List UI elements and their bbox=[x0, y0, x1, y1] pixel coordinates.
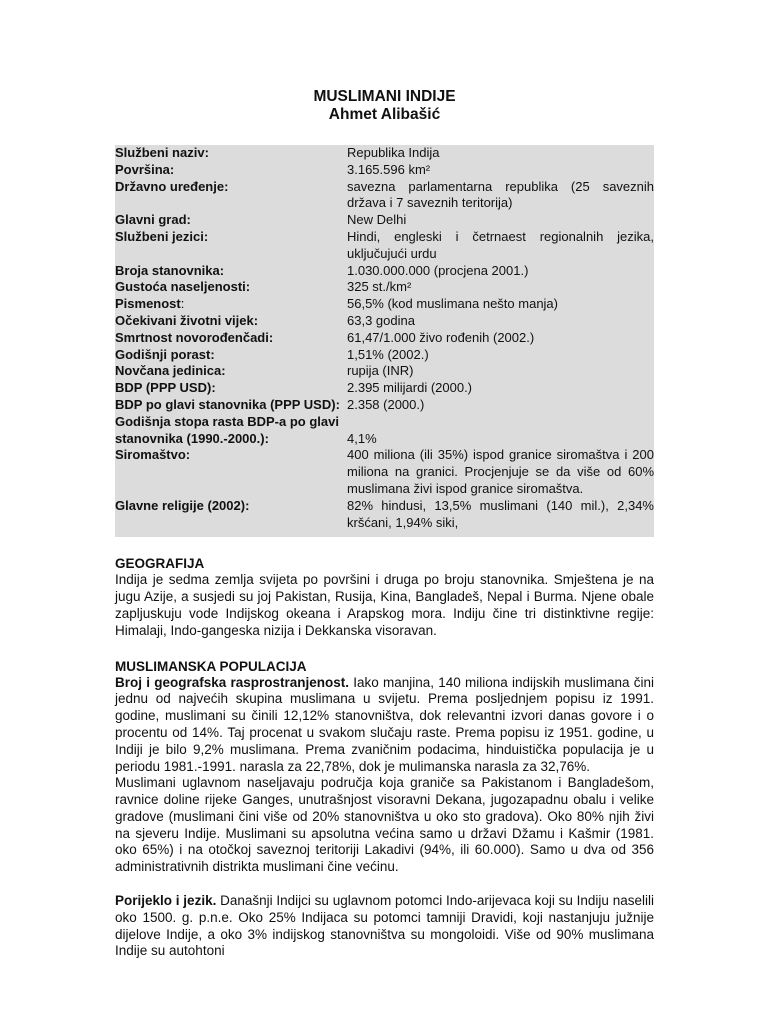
fact-row bbox=[115, 263, 654, 280]
section-heading-geografija: GEOGRAFIJA bbox=[115, 556, 205, 572]
fact-value: 2.358 (2000.) bbox=[347, 396, 425, 412]
document-page bbox=[115, 88, 654, 960]
fact-key: Površina: bbox=[115, 161, 175, 177]
fact-row bbox=[115, 279, 654, 296]
country-facts-table bbox=[115, 145, 654, 537]
fact-key-suffix: : bbox=[180, 296, 185, 312]
fact-value: 325 st./km² bbox=[347, 279, 412, 295]
populacija-paragraph-1 bbox=[115, 675, 654, 776]
fact-value: 400 miliona (ili 35%) ispod granice siromaštva i 200 miliona na granici. Procjenjuje se da više od 60% muslimana živi ispod granice siromaštva. bbox=[347, 447, 654, 496]
fact-row bbox=[115, 380, 654, 397]
fact-key: Gustoća naseljenosti: bbox=[115, 279, 251, 295]
fact-row bbox=[115, 179, 654, 213]
paragraph-text: Iako manjina, 140 miliona indijskih muslimana čini jednu od najvećih skupina muslimana u svijetu. Prema posljednjem popisu iz 1991. godine, muslimani su činili 12,12% stanovništva, dok relevantni izvori danas govore i o procentu od 14%. Taj procenat u svakom slučaju raste. Prema popisu iz 1951. godine, u Indiji je bilo 9,2% muslimana. Prema zvaničnim podacima, hinduistička populacija je u periodu 1981.-1991. narasla za 22,78%, dok je mulimanska narasla za 32,76%. bbox=[115, 674, 654, 774]
fact-row bbox=[115, 330, 654, 347]
fact-row bbox=[115, 162, 654, 179]
fact-key: Siromaštvo: bbox=[115, 447, 191, 463]
fact-row bbox=[115, 414, 654, 448]
fact-key: BDP po glavi stanovnika (PPP USD): bbox=[115, 396, 340, 412]
fact-key bbox=[115, 296, 347, 313]
fact-key: Godišnja stopa rasta BDP-a po glavi stanovnika (1990.-2000.): bbox=[115, 413, 339, 446]
fact-value: 1.030.000.000 (procjena 2001.) bbox=[347, 262, 529, 278]
fact-key: Glavne religije (2002): bbox=[115, 497, 250, 513]
fact-row bbox=[115, 212, 654, 229]
fact-key: Godišnji porast: bbox=[115, 346, 215, 362]
paragraph-text: Današnji Indijci su uglavnom potomci Indo-arijevaca koji su Indiju naselili oko 1500. g. p.n.e. Oko 25% Indijaca su potomci tamniji Dravidi, koji nastanjuju južnije dijelove Indije, a oko 3% indijskog stanovništva su mongoloidi. Više od 90% muslimana Indije su autohtoni bbox=[115, 893, 654, 959]
geografija-paragraph: Indija je sedma zemlja svijeta po površini i druga po broju stanovnika. Smještena je na jugu Azije, a susjedi su joj Pakistan, Rusija, Kina, Bangladeš, Nepal i Burma. Njene obale zapljuskuju vode Indijskog okeana i Arapskog mora. Indiju čine tri distinktivne regije: Himalaji, Indo-gangeska nizija i Dekkanska visoravan. bbox=[115, 572, 654, 638]
fact-value: 61,47/1.000 živo rođenih (2002.) bbox=[347, 329, 535, 345]
paragraph-lead: Broj i geografska rasprostranjenost. bbox=[115, 674, 349, 690]
fact-value: 1,51% (2002.) bbox=[347, 346, 429, 362]
fact-row bbox=[115, 229, 654, 263]
fact-value: rupija (INR) bbox=[347, 363, 414, 379]
fact-value: 2.395 milijardi (2000.) bbox=[347, 380, 473, 396]
fact-key-text: Pismenost bbox=[115, 296, 181, 312]
document-title: MUSLIMANI INDIJE bbox=[313, 88, 456, 105]
fact-row bbox=[115, 447, 654, 497]
fact-key: Novčana jedinica: bbox=[115, 363, 226, 379]
fact-row bbox=[115, 313, 654, 330]
fact-key: Glavni grad: bbox=[115, 212, 191, 228]
fact-value: Republika Indija bbox=[347, 145, 440, 160]
fact-row bbox=[115, 363, 654, 380]
fact-key: Smrtnost novorođenčadi: bbox=[115, 329, 274, 345]
populacija-paragraph-2: Muslimani uglavnom naseljavaju područja koja graniče sa Pakistanom i Bangladešom, ravnice doline rijeke Ganges, unutrašnjost visoravni Dekana, jugozapadnu obalu i velike gradove (muslimani čini više od 20% stanovništva u oko sto gradova). Oko 80% njih živi na sjeveru Indije. Muslimani su apsolutna većina samo u državi Džamu i Kašmir (1981. oko 65%) i na otočkoj saveznoj teritoriji Lakadivi (94%, ili 60.000). Samo u dva od 356 administrativnih distrikta muslimani čine većinu. bbox=[115, 775, 654, 875]
fact-value: savezna parlamentarna republika (25 saveznih država i 7 saveznih teritorija) bbox=[347, 178, 654, 211]
paragraph-lead: Porijeklo i jezik. bbox=[115, 893, 217, 909]
fact-value: New Delhi bbox=[347, 212, 407, 228]
fact-value: 3.165.596 km² bbox=[347, 161, 431, 177]
porijeklo-paragraph bbox=[115, 893, 654, 960]
fact-key: Službeni jezici: bbox=[115, 228, 209, 244]
fact-value: 56,5% (kod muslimana nešto manja) bbox=[347, 296, 558, 312]
fact-value: 4,1% bbox=[347, 430, 377, 446]
fact-value: 63,3 godina bbox=[347, 312, 415, 328]
fact-row bbox=[115, 498, 654, 532]
fact-key: Očekivani životni vijek: bbox=[115, 312, 259, 328]
fact-row bbox=[115, 296, 654, 313]
fact-key: Državno uređenje: bbox=[115, 178, 229, 194]
fact-row bbox=[115, 397, 654, 414]
fact-value: 82% hindusi, 13,5% muslimani (140 mil.), 2,34% kršćani, 1,94% siki, bbox=[347, 497, 654, 530]
fact-key: Broja stanovnika: bbox=[115, 262, 225, 278]
fact-value: Hindi, engleski i četrnaest regionalnih jezika, uključujući urdu bbox=[347, 228, 654, 261]
document-author: Ahmet Alibašić bbox=[328, 106, 441, 123]
fact-row bbox=[115, 347, 654, 364]
section-heading-populacija: MUSLIMANSKA POPULACIJA bbox=[115, 658, 307, 674]
fact-key: Službeni naziv: bbox=[115, 145, 209, 160]
fact-row bbox=[115, 145, 654, 162]
fact-key: BDP (PPP USD): bbox=[115, 380, 216, 396]
